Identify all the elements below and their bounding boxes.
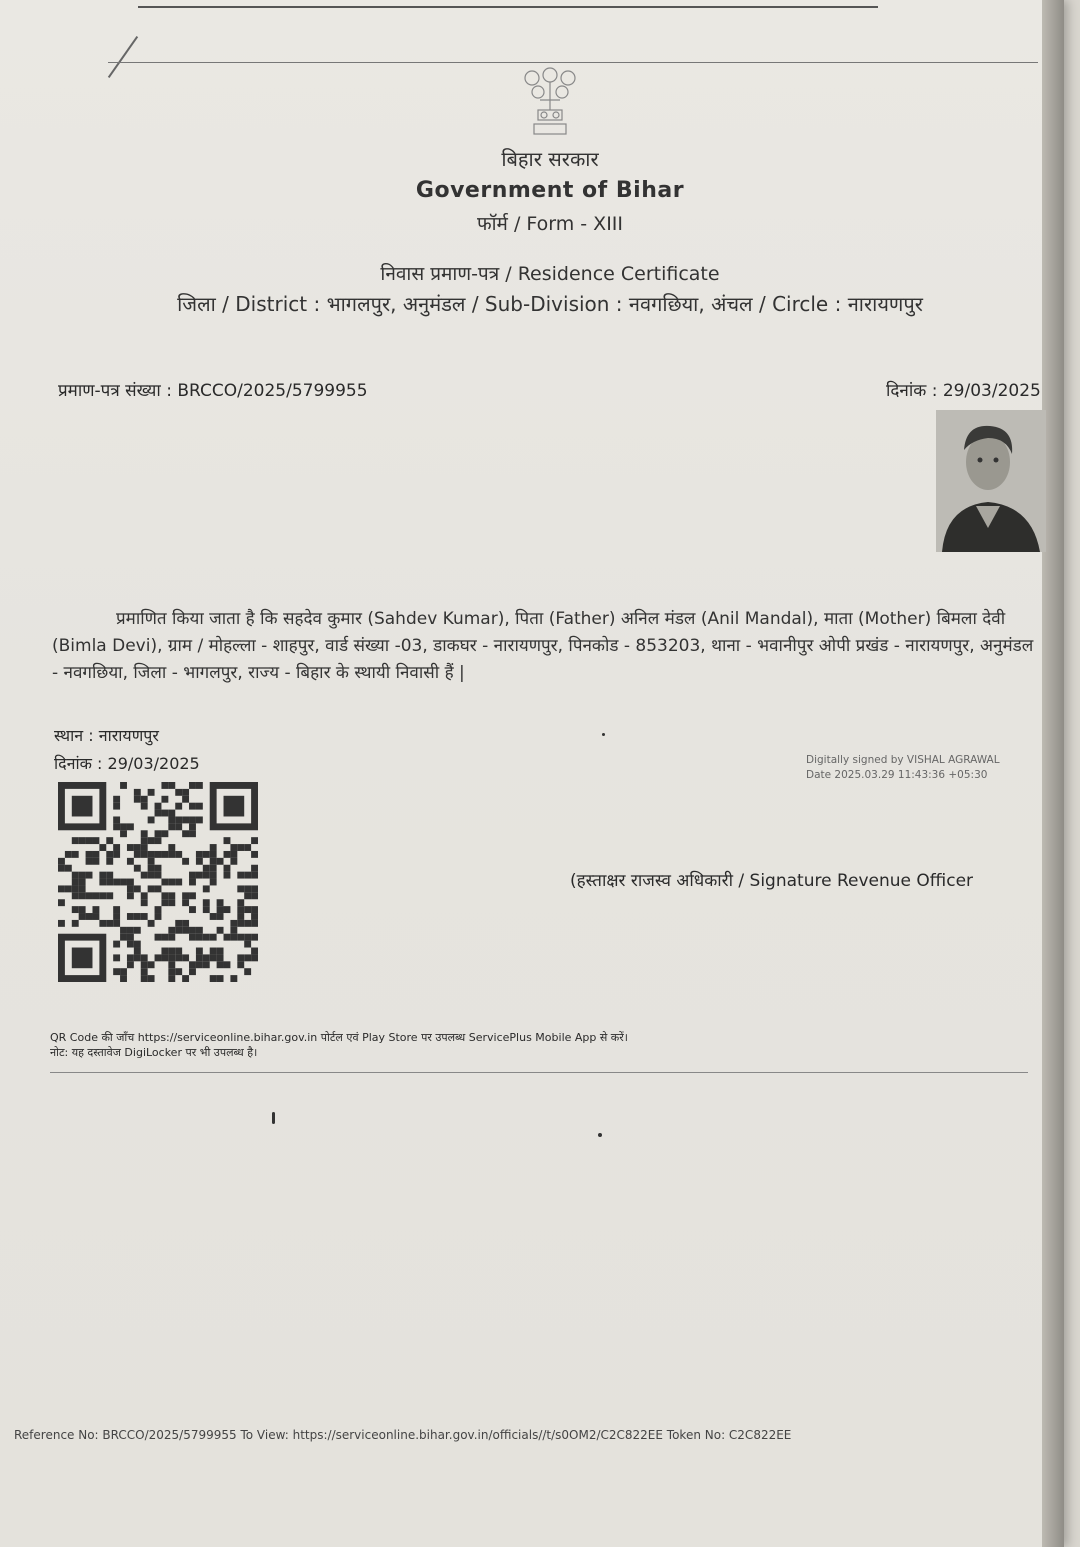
certificate-title: निवास प्रमाण-पत्र / Residence Certificate	[380, 263, 720, 285]
hindi-government-title: बिहार सरकार	[501, 147, 599, 171]
speck	[598, 1133, 602, 1137]
header-rule	[108, 62, 1038, 63]
issue-date: दिनांक : 29/03/2025	[54, 754, 200, 773]
issue-place: स्थान : नारायणपुर	[54, 726, 159, 745]
speck	[602, 733, 605, 736]
certificate-number: प्रमाण-पत्र संख्या : BRCCO/2025/5799955	[58, 381, 368, 401]
digital-signature-date: Date 2025.03.29 11:43:36 +05:30	[806, 769, 988, 781]
notes-rule	[50, 1072, 1028, 1073]
jurisdiction-line: जिला / District : भागलपुर, अनुमंडल / Sub-Division : नवगछिया, अंचल / Circle : नारायणपुर	[177, 292, 923, 316]
pen-mark	[108, 36, 138, 78]
reference-footer: Reference No: BRCCO/2025/5799955 To View: https://serviceonline.bihar.gov.in/officials//t/s0OM2/C2C822EE Token No: C2C822EE	[14, 1428, 792, 1442]
speck	[272, 1112, 275, 1124]
certificate-body: प्रमाणित किया जाता है कि सहदेव कुमार (Sahdev Kumar), पिता (Father) अनिल मंडल (Anil Mandal), माता (Mother) बिमला देवी (Bimla Devi), ग्राम / मोहल्ला - शाहपुर, वार्ड संख्या -03, डाकघर - नारायणपुर, पिनकोड - 853203, थाना - भवानीपुर ओपी प्रखंड - नारायणपुर, अनुमंडल - नवगछिया, जिला - भागलपुर, राज्य - बिहार के स्थायी निवासी हैं |	[52, 609, 1034, 683]
signature-label: (हस्ताक्षर राजस्व अधिकारी / Signature Revenue Officer	[570, 871, 974, 891]
certificate-date: दिनांक : 29/03/2025	[886, 381, 1041, 401]
government-title: Government of Bihar	[415, 178, 685, 203]
form-number: फॉर्म / Form - XIII	[476, 213, 624, 235]
top-rule	[138, 6, 878, 8]
digilocker-note: नोट: यह दस्तावेज DigiLocker पर भी उपलब्ध है।	[50, 1046, 258, 1059]
qr-code[interactable]	[58, 782, 258, 982]
qr-verification-note: QR Code की जाँच https://serviceonline.bihar.gov.in पोर्टल एवं Play Store पर उपलब्ध ServicePlus Mobile App से करें।	[50, 1031, 628, 1044]
digital-signature-name: Digitally signed by VISHAL AGRAWAL	[806, 754, 1000, 766]
digital-signature	[806, 753, 1000, 783]
applicant-photo	[936, 410, 1046, 552]
state-emblem-icon	[510, 66, 590, 138]
